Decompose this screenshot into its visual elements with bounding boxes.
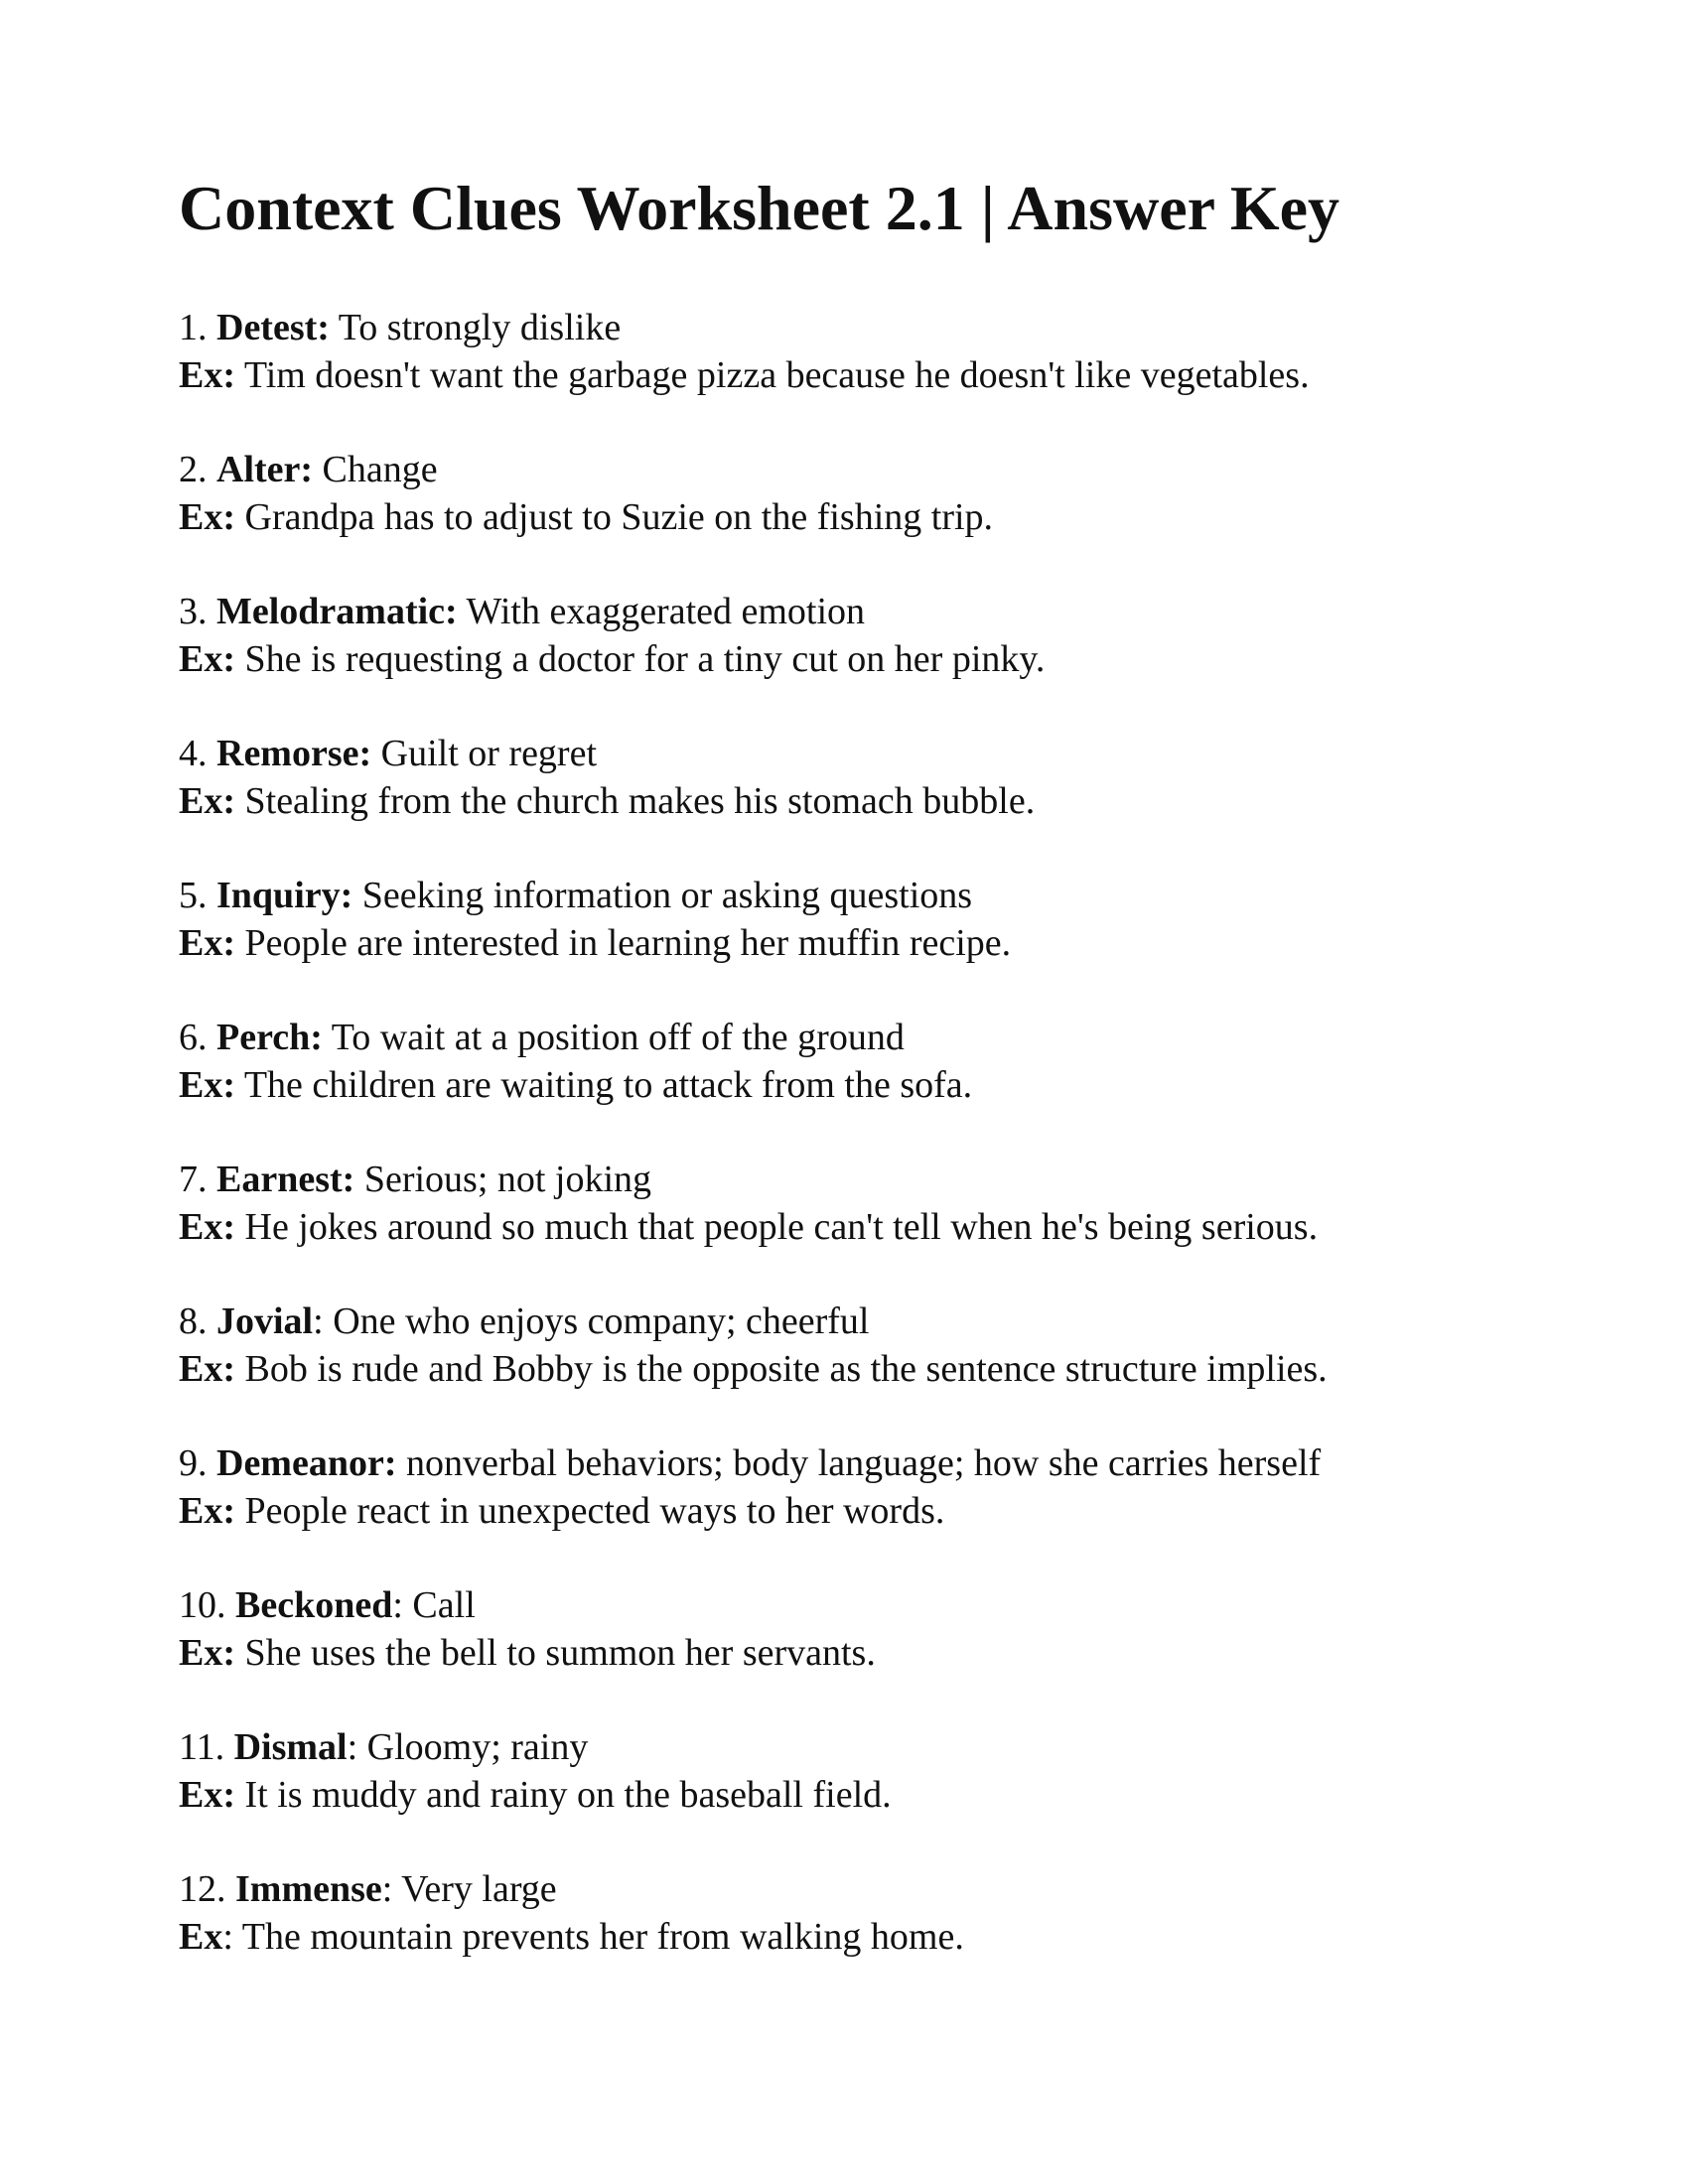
answer-entry [179,1865,1509,1961]
example-label: Ex: [179,922,235,964]
entry-number: 4. [179,733,208,774]
example-line [179,1345,1509,1393]
entry-number: 9. [179,1442,208,1484]
term-line [179,1014,1509,1061]
answer-entry [179,1581,1509,1677]
definition: Change [313,449,438,490]
term-line [179,1156,1509,1203]
example-line [179,1203,1509,1251]
term-line [179,1723,1509,1771]
example-text: The mountain prevents her from walking home. [232,1916,964,1958]
term: Alter: [216,449,314,490]
term: Dismal [233,1726,348,1768]
definition: To strongly dislike [329,307,622,348]
term: Beckoned [235,1584,393,1626]
term-line [179,1297,1509,1345]
example-label: Ex: [179,1632,235,1674]
entry-number: 7. [179,1159,208,1200]
answer-entry [179,1439,1509,1535]
answer-entry [179,1723,1509,1819]
example-line [179,1487,1509,1535]
example-line [179,1629,1509,1677]
example-text: Grandpa has to adjust to Suzie on the fishing trip. [235,496,994,538]
term: Immense [235,1868,382,1910]
example-line [179,1913,1509,1961]
definition: To wait at a position off of the ground [322,1017,905,1058]
example-text: He jokes around so much that people can't tell when he's being serious. [235,1206,1319,1248]
term: Inquiry: [216,875,353,916]
entry-number: 12. [179,1868,226,1910]
term-separator: : [313,1300,324,1342]
term-separator: : [347,1726,358,1768]
example-text: People are interested in learning her muffin recipe. [235,922,1012,964]
answer-entry [179,730,1509,825]
example-label: Ex: [179,1490,235,1532]
example-text: It is muddy and rainy on the baseball field. [235,1774,892,1816]
definition: With exaggerated emotion [457,591,866,632]
example-text: The children are waiting to attack from the sofa. [235,1064,973,1106]
answer-entry [179,588,1509,683]
answer-entry [179,1156,1509,1251]
answer-entry [179,304,1509,399]
entry-number: 1. [179,307,208,348]
example-label: Ex: [179,1064,235,1106]
term: Detest: [216,307,330,348]
definition: Call [402,1584,476,1626]
definition: One who enjoys company; cheerful [323,1300,870,1342]
entry-number: 6. [179,1017,208,1058]
example-label: Ex: [179,638,235,680]
definition: Gloomy; rainy [357,1726,589,1768]
example-separator: : [222,1916,233,1958]
definition: Guilt or regret [371,733,598,774]
example-text: Bob is rude and Bobby is the opposite as the sentence structure implies. [235,1348,1328,1390]
term-line [179,1581,1509,1629]
term-line [179,730,1509,777]
entry-number: 2. [179,449,208,490]
term: Perch: [216,1017,323,1058]
term-separator: : [381,1868,393,1910]
example-label: Ex [179,1916,223,1958]
term-line [179,304,1509,351]
term-line [179,1865,1509,1913]
example-label: Ex: [179,496,235,538]
answer-entry [179,872,1509,967]
example-label: Ex: [179,1774,235,1816]
example-label: Ex: [179,780,235,822]
answer-entry [179,1014,1509,1109]
example-label: Ex: [179,354,235,396]
example-label: Ex: [179,1348,235,1390]
example-text: She uses the bell to summon her servants. [235,1632,876,1674]
example-text: Stealing from the church makes his stomach bubble. [235,780,1036,822]
example-text: People react in unexpected ways to her words. [235,1490,945,1532]
answer-entry [179,1297,1509,1393]
example-text: Tim doesn't want the garbage pizza because he doesn't like vegetables. [235,354,1310,396]
definition: Very large [392,1868,557,1910]
term-line [179,588,1509,635]
term: Remorse: [216,733,372,774]
example-text: She is requesting a doctor for a tiny cut on her pinky. [235,638,1046,680]
term: Melodramatic: [216,591,458,632]
definition: Serious; not joking [354,1159,652,1200]
term-line [179,1439,1509,1487]
entry-number: 5. [179,875,208,916]
definition: Seeking information or asking questions [352,875,973,916]
example-line [179,351,1509,399]
entry-number: 11. [179,1726,225,1768]
example-line [179,777,1509,825]
example-line [179,919,1509,967]
entry-number: 8. [179,1300,208,1342]
entry-number: 10. [179,1584,226,1626]
term: Jovial [216,1300,314,1342]
term-line [179,446,1509,493]
term: Earnest: [216,1159,355,1200]
term: Demeanor: [216,1442,397,1484]
page-title: Context Clues Worksheet 2.1 | Answer Key [179,173,1340,243]
example-line [179,1061,1509,1109]
answer-entry [179,446,1509,541]
example-line [179,1771,1509,1819]
definition: nonverbal behaviors; body language; how she carries herself [396,1442,1322,1484]
example-line [179,493,1509,541]
example-line [179,635,1509,683]
term-line [179,872,1509,919]
term-separator: : [392,1584,403,1626]
entry-number: 3. [179,591,208,632]
example-label: Ex: [179,1206,235,1248]
